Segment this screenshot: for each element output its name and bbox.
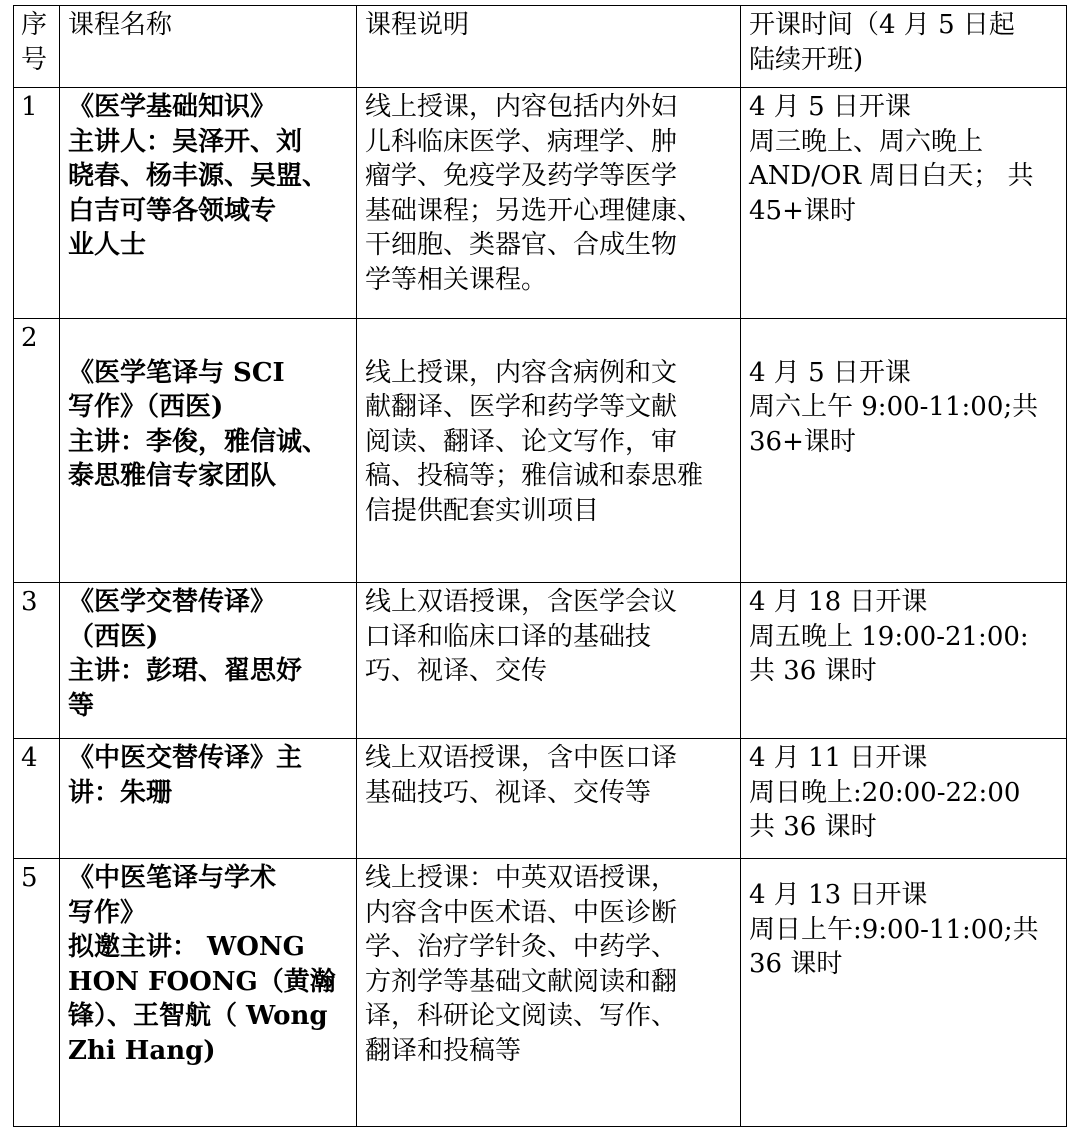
table-row [14,739,1067,859]
row-course-name: 《医学交替传译》 （西医) 主讲：彭珺、翟思妤 等 [60,583,357,739]
header-course-name: 课程名称 [60,6,357,88]
header-course-description: 课程说明 [357,6,741,88]
header-index: 序 号 [14,6,60,88]
header-schedule: 开课时间（4 月 5 日起 陆续开班) [741,6,1067,88]
row-course-description: 线上双语授课，含中医口译 基础技巧、视译、交传等 [357,739,741,859]
row-course-description: 线上授课，内容包括内外妇 儿科临床医学、病理学、肿 瘤学、免疫学及药学等医学 基础课程；另选开心理健康、 干细胞、类器官、合成生物 学等相关课程。 [357,88,741,319]
row-schedule: 4 月 5 日开课 周三晚上、周六晚上 AND/OR 周日白天； 共 45+课时 [741,88,1067,319]
table-header-row [14,6,1067,88]
row-schedule: 4 月 5 日开课 周六上午 9:00-11:00;共 36+课时 [741,319,1067,583]
table-row [14,319,1067,583]
row-schedule: 4 月 18 日开课 周五晚上 19:00-21:00: 共 36 课时 [741,583,1067,739]
row-course-name: 《医学笔译与 SCI 写作》（西医) 主讲：李俊，雅信诚、 泰思雅信专家团队 [60,319,357,583]
table-row [14,859,1067,1127]
table-row [14,88,1067,319]
row-course-description: 线上授课，内容含病例和文 献翻译、医学和药学等文献 阅读、翻译、论文写作，审 稿、投稿等；雅信诚和泰思雅 信提供配套实训项目 [357,319,741,583]
row-course-name: 《医学基础知识》 主讲人：吴泽开、刘 晓春、杨丰源、吴盟、 白吉可等各领域专 业人士 [60,88,357,319]
row-schedule: 4 月 11 日开课 周日晚上:20:00-22:00 共 36 课时 [741,739,1067,859]
row-index: 3 [14,583,60,739]
row-index: 5 [14,859,60,1127]
course-table [13,5,1067,1127]
row-course-description: 线上双语授课，含医学会议 口译和临床口译的基础技 巧、视译、交传 [357,583,741,739]
row-course-name: 《中医笔译与学术 写作》 拟邀主讲： WONG HON FOONG（黄瀚 锋）、王智航（ Wong Zhi Hang) [60,859,357,1127]
row-course-description: 线上授课：中英双语授课， 内容含中医术语、中医诊断 学、治疗学针灸、中药学、 方剂学等基础文献阅读和翻 译，科研论文阅读、写作、 翻译和投稿等 [357,859,741,1127]
row-index: 2 [14,319,60,583]
row-course-name: 《中医交替传译》主 讲：朱珊 [60,739,357,859]
table-row [14,583,1067,739]
row-schedule: 4 月 13 日开课 周日上午:9:00-11:00;共 36 课时 [741,859,1067,1127]
row-index: 1 [14,88,60,319]
row-index: 4 [14,739,60,859]
